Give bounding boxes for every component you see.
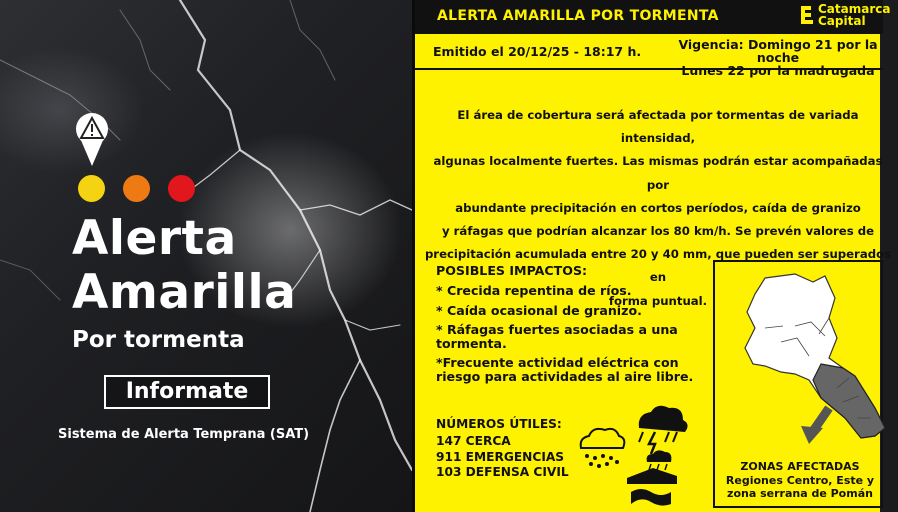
map-icon — [725, 268, 885, 448]
header-title: ALERTA AMARILLA POR TORMENTA — [437, 8, 719, 24]
zones-description — [715, 474, 885, 500]
alert-title-line1: Alerta — [72, 211, 237, 266]
affected-zones-box — [713, 260, 883, 508]
description-line: forma puntual. — [608, 293, 708, 308]
logo-line2: Capital — [818, 14, 866, 28]
validity — [658, 38, 898, 77]
catamarca-capital-logo — [799, 3, 890, 27]
impact-item: * Ráfagas fuertes asociadas a una tormenta. — [436, 322, 678, 351]
phone-number[interactable]: 911 EMERGENCIAS — [436, 449, 565, 464]
zones-title: ZONAS AFECTADAS — [740, 460, 860, 473]
impact-item: *Frecuente actividad eléctrica con riesgo para actividades al aire libre. — [436, 355, 694, 384]
alert-level-dots — [78, 175, 195, 202]
zones-line1: Regiones Centro, Este y — [725, 474, 875, 487]
thunderstorm-cloud-icon — [639, 406, 688, 454]
red-level-dot — [168, 175, 195, 202]
warning-triangle-icon — [74, 112, 110, 168]
informate-button[interactable]: Informate — [104, 375, 270, 409]
description-line: El área de cobertura será afectada por tormentas de variada intensidad, — [457, 108, 859, 146]
hail-cloud-icon — [581, 429, 625, 468]
issue-info-row — [415, 34, 883, 78]
header-bar — [415, 0, 891, 34]
validity-line1: Vigencia: Domingo 21 por la noche — [678, 37, 878, 65]
description-line: y ráfagas que podrían alcanzar los 80 km/h. Se prevén valores de — [441, 224, 875, 239]
numbers-list — [436, 434, 569, 481]
yellow-level-dot — [78, 175, 105, 202]
alert-subtitle: Por tormenta — [72, 327, 245, 353]
description-line: algunas localmente fuertes. Las mismas podrán estar acompañadas por — [433, 154, 883, 192]
right-panel — [412, 0, 892, 512]
description-line: abundante precipitación en cortos períodos, caída de granizo — [455, 200, 861, 215]
issued-date: Emitido el 20/12/25 - 18:17 h. — [433, 44, 642, 59]
alert-title-line2: Amarilla — [72, 265, 297, 320]
numbers-title: NÚMEROS ÚTILES: — [436, 417, 562, 431]
validity-line2: Lunes 22 por la madrugada — [681, 63, 875, 78]
orange-level-dot — [123, 175, 150, 202]
zones-line2: zona serrana de Pomán — [727, 487, 873, 500]
weather-icons — [577, 400, 695, 510]
impacts-list — [436, 284, 711, 389]
system-name: Sistema de Alerta Temprana (SAT) — [58, 427, 310, 442]
flood-icon — [627, 450, 677, 505]
impact-item: * Caída ocasional de granizo. — [436, 302, 642, 318]
logo-mark-icon — [799, 4, 815, 26]
phone-number[interactable]: 147 CERCA — [436, 434, 511, 448]
left-panel — [0, 0, 412, 512]
description-line: precipitación acumulada entre 20 y 40 mm, que pueden ser superados en — [424, 247, 892, 285]
impact-item: * Crecida repentina de ríos. — [436, 283, 632, 298]
phone-number[interactable]: 103 DEFENSA CIVIL — [436, 465, 569, 479]
alert-title — [72, 212, 296, 320]
logo-line1: Catamarca — [818, 2, 891, 16]
impacts-title: POSIBLES IMPACTOS: — [436, 263, 588, 278]
